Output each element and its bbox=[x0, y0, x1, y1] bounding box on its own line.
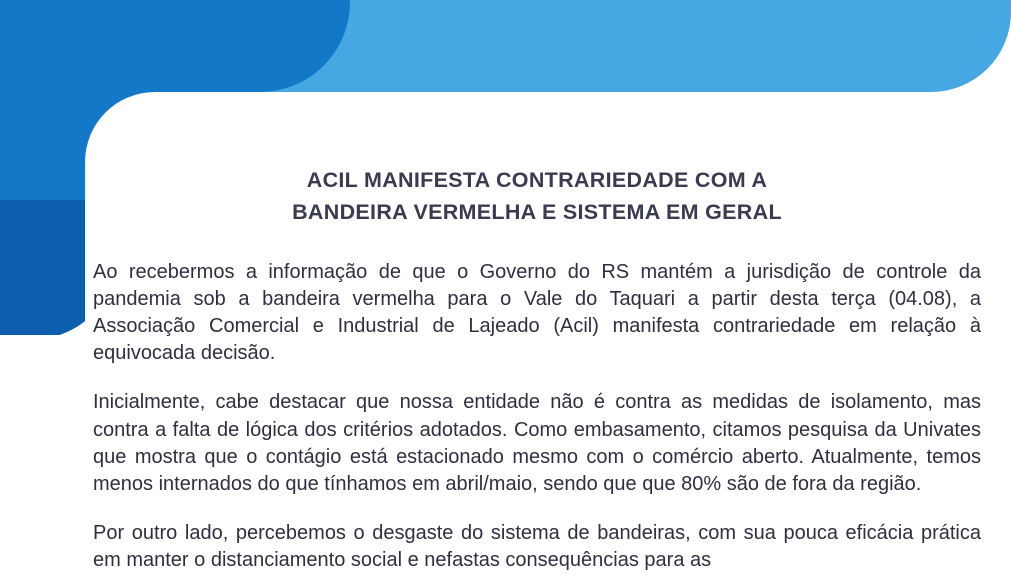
header-band-light bbox=[251, 0, 1011, 92]
title-line-1: ACIL MANIFESTA CONTRARIEDADE COM A bbox=[306, 168, 768, 192]
document-body bbox=[93, 165, 981, 575]
paragraph-1: Ao recebermos a informação de que o Governo do RS mantém a jurisdição de controle da pandemia sob a bandeira vermelha para o Vale do Taquari a partir desta terça (04.08), a Associação Comercial e Industrial de Lajeado (Acil) manifesta contrariedade em relação à equivocada decisão. bbox=[93, 260, 981, 365]
paragraph-3: Por outro lado, percebemos o desgaste do sistema de bandeiras, com sua pouca eficácia prática em manter o distanciamento social e nefastas consequências para as bbox=[93, 522, 981, 572]
paragraph-2: Inicialmente, cabe destacar que nossa entidade não é contra as medidas de isolamento, mas contra a falta de lógica dos critérios adotados. Como embasamento, citamos pesquisa da Univates que mostra que o contágio está estacionado mesmo com o comércio aberto. Atualmente, temos menos internados do que tínhamos em abril/maio, sendo que que 80% são de fora da região. bbox=[93, 391, 981, 495]
document-title bbox=[93, 165, 981, 229]
title-line-2: BANDEIRA VERMELHA E SISTEMA EM GERAL bbox=[292, 199, 782, 224]
